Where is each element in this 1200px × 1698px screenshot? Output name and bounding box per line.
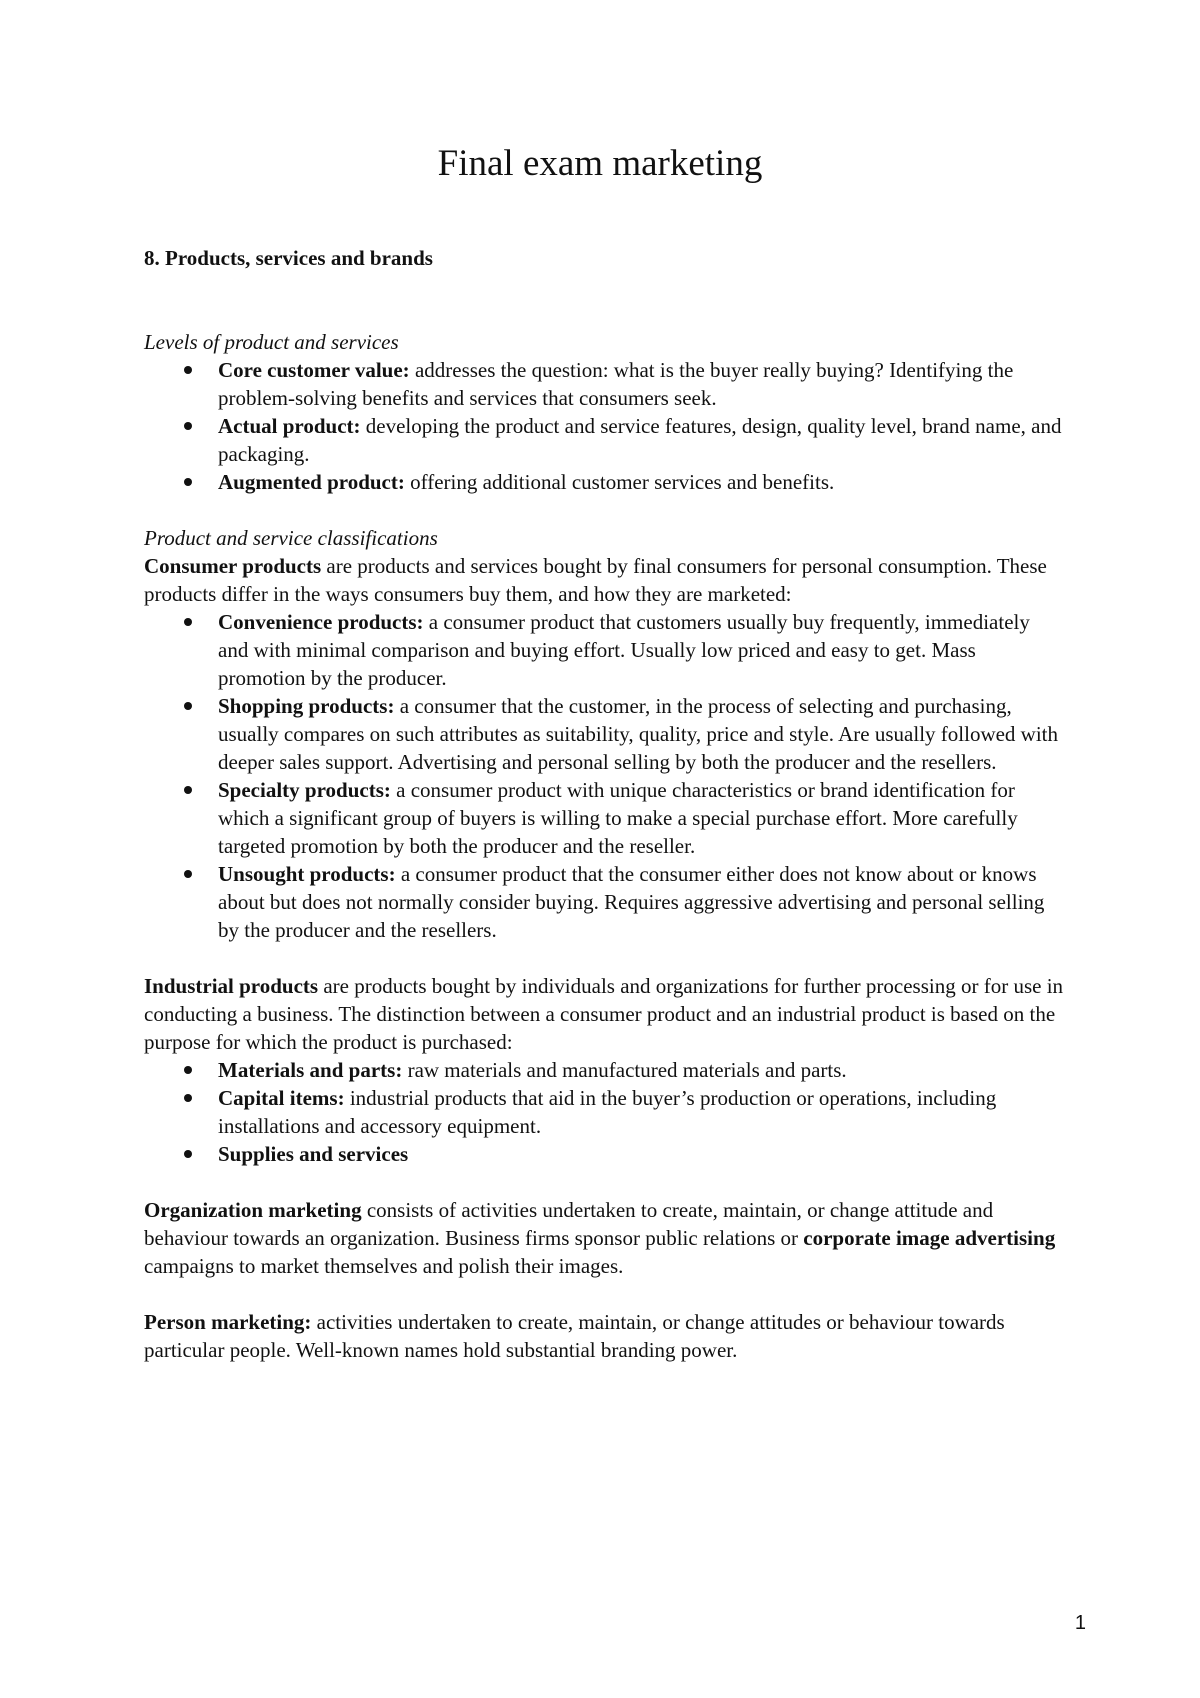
list-item — [144, 860, 1064, 944]
list-item-term: Supplies and services — [218, 1142, 409, 1166]
classifications-subheading: Product and service classifications — [144, 526, 438, 550]
list-item-term: Augmented product: — [218, 470, 405, 494]
list-item — [144, 412, 1064, 468]
paragraph-term: Industrial products — [144, 974, 319, 998]
list-item-term: Specialty products: — [218, 778, 391, 802]
list-item — [144, 1056, 1064, 1084]
list-item — [144, 1084, 1064, 1140]
list-item-term: Core customer value: — [218, 358, 410, 382]
list-item-text: developing the product and service features, design, quality level, brand name, and packaging. — [218, 414, 1062, 466]
list-item-term: Unsought products: — [218, 862, 396, 886]
list-item — [144, 356, 1064, 412]
paragraph-term: Organization marketing — [144, 1198, 362, 1222]
industrial-products-paragraph — [144, 972, 1064, 1056]
list-item-text: raw materials and manufactured materials and parts. — [402, 1058, 847, 1082]
list-item-term: Materials and parts: — [218, 1058, 403, 1082]
paragraph-text: are products and services bought by final consumers for personal consumption. These products differ in the ways consumers buy them, and how they are marketed: — [144, 554, 1047, 606]
paragraph-term: corporate image advertising — [803, 1226, 1056, 1250]
list-item-text: offering additional customer services and benefits. — [404, 470, 835, 494]
list-item-text: a consumer product that the consumer either does not know about or knows about but does not normally consider buying. Requires aggressive advertising and personal selling by the producer and the resellers. — [218, 862, 1045, 942]
paragraph-text: campaigns to market themselves and polish their images. — [144, 1254, 624, 1278]
industrial-products-list — [144, 1056, 1064, 1168]
consumer-products-list — [144, 608, 1064, 944]
document-body — [144, 244, 1064, 1364]
list-item-term: Convenience products: — [218, 610, 424, 634]
chapter-heading: 8. Products, services and brands — [144, 246, 433, 270]
consumer-products-paragraph — [144, 552, 1064, 608]
paragraph-text: consists of activities undertaken to create, maintain, or change attitude and behaviour towards an organization. Business firms sponsor public relations or — [144, 1198, 994, 1250]
list-item-text: a consumer product with unique characteristics or brand identification for which a significant group of buyers is willing to make a special purchase effort. More carefully targeted promotion by both the producer and the reseller. — [218, 778, 1018, 858]
paragraph-term: Person marketing: — [144, 1310, 312, 1334]
document-title: Final exam marketing — [437, 143, 763, 184]
list-item — [144, 468, 1064, 496]
paragraph-text: are products bought by individuals and organizations for further processing or for use in conducting a business. The distinction between a consumer product and an industrial product is based on the purpose for which the product is purchased: — [144, 974, 1064, 1054]
organization-marketing-paragraph — [144, 1196, 1064, 1280]
list-item-text: addresses the question: what is the buyer really buying? Identifying the problem-solving benefits and services that consumers seek. — [218, 358, 1014, 410]
list-item-term: Actual product: — [218, 414, 361, 438]
list-item-term: Capital items: — [218, 1086, 345, 1110]
list-item-term: Shopping products: — [218, 694, 395, 718]
list-item-text: a consumer product that customers usually buy frequently, immediately and with minimal comparison and buying effort. Usually low priced and easy to get. Mass promotion by the producer. — [218, 610, 1030, 690]
paragraph-text: activities undertaken to create, maintain, or change attitudes or behaviour towards particular people. Well-known names hold substantial branding power. — [144, 1310, 1005, 1362]
list-item — [144, 1140, 1064, 1168]
list-item — [144, 776, 1064, 860]
list-item — [144, 608, 1064, 692]
levels-list — [144, 356, 1064, 496]
page-number: 1 — [1074, 1612, 1086, 1634]
list-item-text: industrial products that aid in the buyer’s production or operations, including installations and accessory equipment. — [218, 1086, 997, 1138]
paragraph-term: Consumer products — [144, 554, 322, 578]
list-item — [144, 692, 1064, 776]
list-item-text: a consumer that the customer, in the process of selecting and purchasing, usually compares on such attributes as suitability, quality, price and style. Are usually followed with deeper sales support. Advertising and personal selling by both the producer and the resellers. — [218, 694, 1059, 774]
levels-subheading: Levels of product and services — [144, 330, 399, 354]
person-marketing-paragraph — [144, 1308, 1064, 1364]
